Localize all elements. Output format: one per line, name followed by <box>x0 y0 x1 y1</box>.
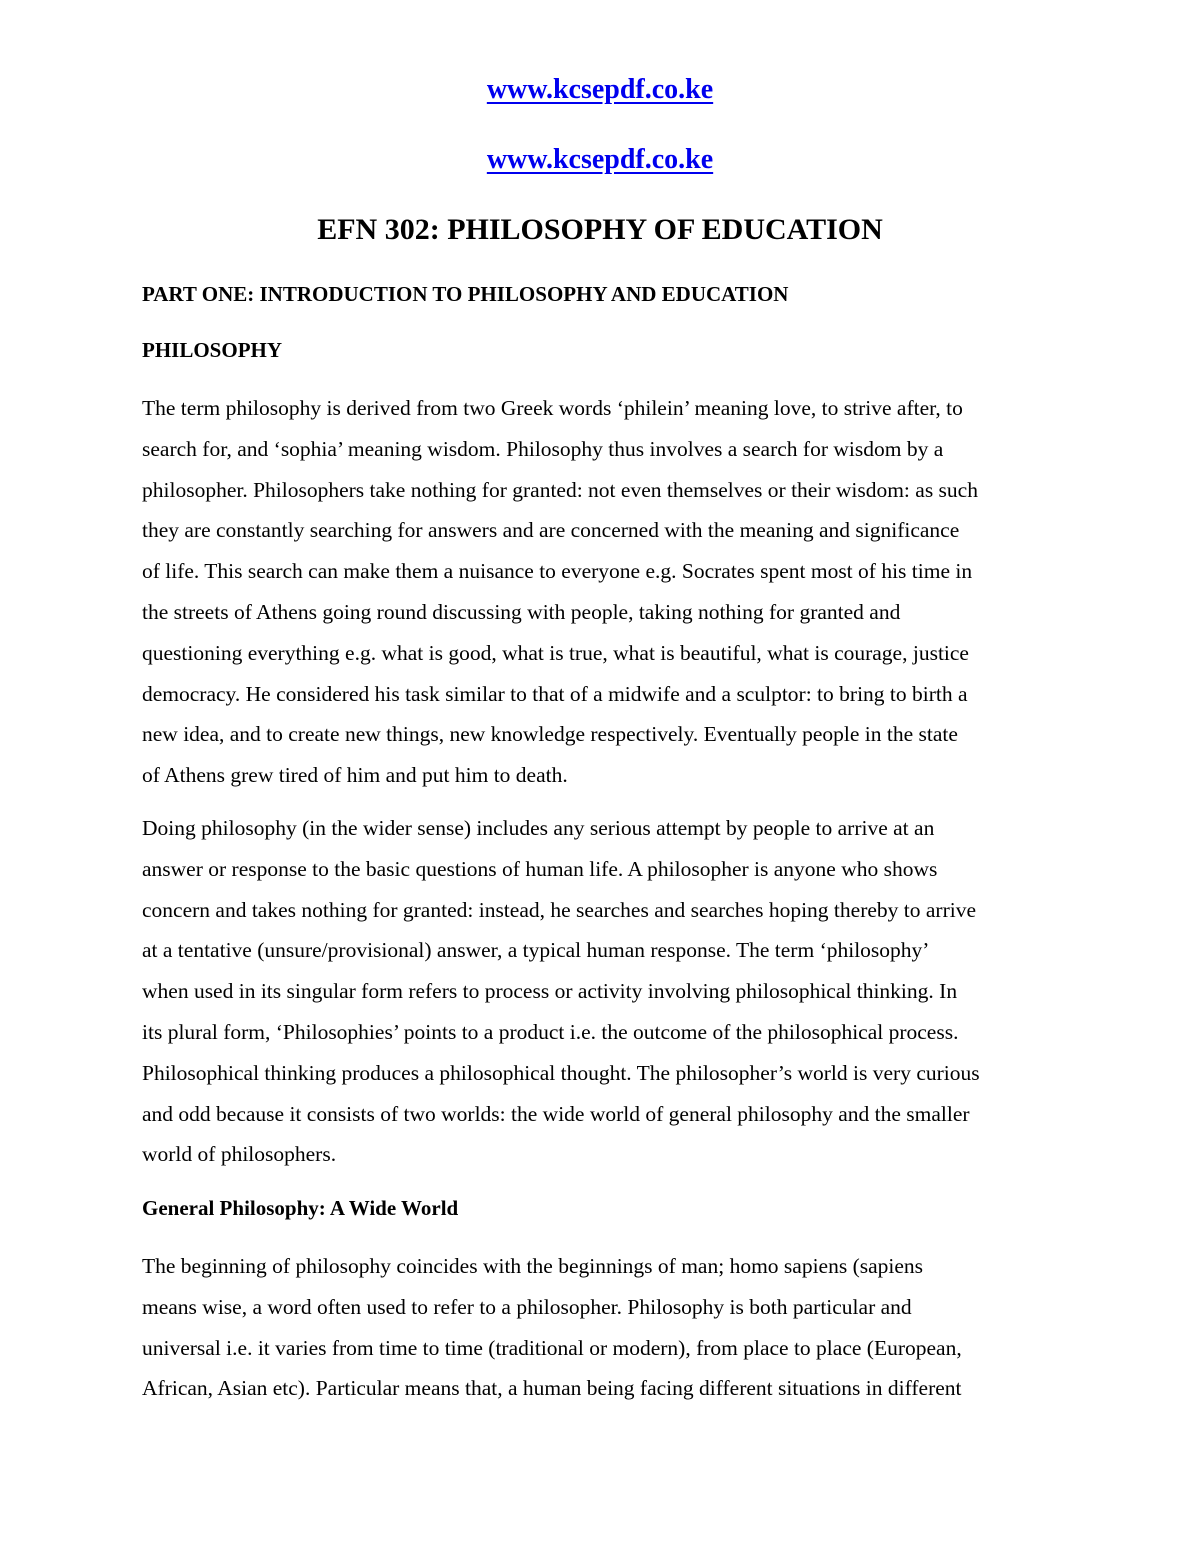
part-heading: PART ONE: INTRODUCTION TO PHILOSOPHY AND EDUCATION <box>142 282 789 306</box>
subsection-heading: General Philosophy: A Wide World <box>142 1196 459 1220</box>
text-line: philosopher. Philosophers take nothing for granted: not even themselves or their wisdom: as such <box>142 477 978 502</box>
text-line: concern and takes nothing for granted: instead, he searches and searches hoping thereby to arrive <box>142 897 976 922</box>
website-link[interactable]: www.kcsepdf.co.ke <box>486 144 714 175</box>
text-line: search for, and ‘sophia’ meaning wisdom. Philosophy thus involves a search for wisdom by a <box>142 436 944 461</box>
text-line: African, Asian etc). Particular means that, a human being facing different situations in different <box>142 1376 962 1401</box>
section-heading: PHILOSOPHY <box>142 338 283 362</box>
text-line: at a tentative (unsure/provisional) answer, a typical human response. The term ‘philosophy’ <box>142 938 930 963</box>
text-line: when used in its singular form refers to process or activity involving philosophical thinking. In <box>142 979 958 1004</box>
document-title: EFN 302: PHILOSOPHY OF EDUCATION <box>317 213 883 246</box>
website-link[interactable]: www.kcsepdf.co.ke <box>486 74 714 105</box>
text-line: answer or response to the basic questions of human life. A philosopher is anyone who shows <box>142 856 938 881</box>
text-line: The term philosophy is derived from two Greek words ‘philein’ meaning love, to strive after, to <box>142 396 963 420</box>
text-line: means wise, a word often used to refer to a philosopher. Philosophy is both particular and <box>142 1294 912 1319</box>
text-line: democracy. He considered his task similar to that of a midwife and a sculptor: to bring to birth a <box>142 681 968 706</box>
text-line: The beginning of philosophy coincides with the beginnings of man; homo sapiens (sapiens <box>142 1254 924 1278</box>
text-line: of Athens grew tired of him and put him to death. <box>142 763 568 788</box>
text-line: universal i.e. it varies from time to time (traditional or modern), from place to place (European, <box>142 1335 962 1360</box>
text-line: the streets of Athens going round discussing with people, taking nothing for granted and <box>142 599 901 624</box>
text-line: new idea, and to create new things, new knowledge respectively. Eventually people in the state <box>142 722 958 747</box>
text-line: Philosophical thinking produces a philosophical thought. The philosopher’s world is very curious <box>142 1060 980 1085</box>
paragraph <box>142 1246 1060 1409</box>
text-line: of life. This search can make them a nuisance to everyone e.g. Socrates spent most of his time in <box>142 559 973 584</box>
text-line: and odd because it consists of two worlds: the wide world of general philosophy and the smaller <box>142 1101 970 1126</box>
paragraph <box>142 388 1060 796</box>
text-line: questioning everything e.g. what is good, what is true, what is beautiful, what is courage, justice <box>142 640 969 665</box>
text-line: they are constantly searching for answers and are concerned with the meaning and significance <box>142 518 960 543</box>
text-line: Doing philosophy (in the wider sense) includes any serious attempt by people to arrive at an <box>142 816 935 840</box>
text-line: world of philosophers. <box>142 1142 337 1167</box>
text-line: its plural form, ‘Philosophies’ points to a product i.e. the outcome of the philosophical process. <box>142 1019 959 1044</box>
paragraph <box>142 808 1060 1175</box>
